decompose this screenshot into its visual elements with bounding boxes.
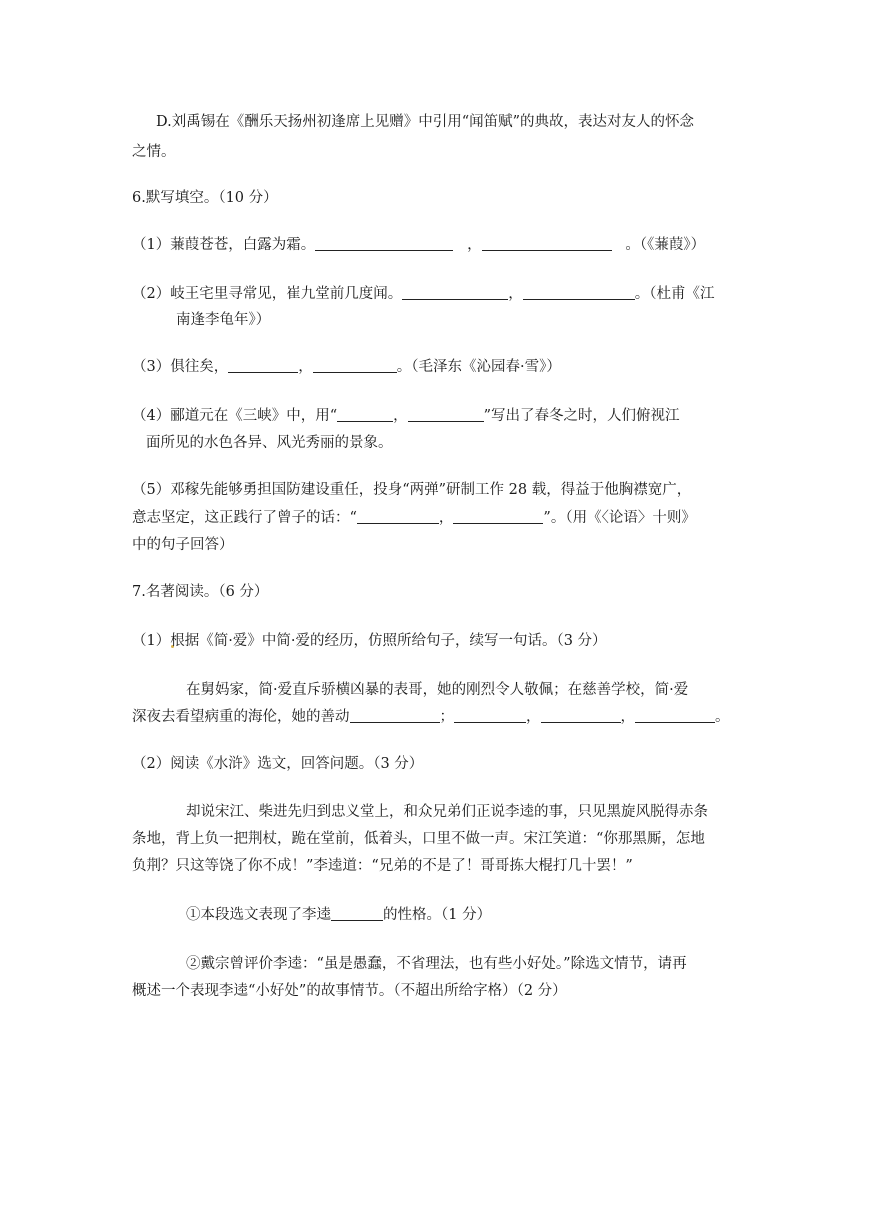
option-d-line1: D.刘禹锡在《酬乐天扬州初逢席上见赠》中引用“闻笛赋”的典故，表达对友人的怀念: [156, 114, 695, 130]
answer-blank[interactable]: [331, 906, 383, 921]
q6-item-2: （2）岐王宅里寻常见，崔九堂前几度闻。 ， 。（杜甫《江: [132, 286, 715, 302]
q7-part1-example-line1: 在舅妈家，简·爱直斥骄横凶暴的表哥，她的刚烈令人敬佩；在慈善学校，简·爱: [186, 682, 689, 698]
answer-blank[interactable]: [523, 285, 635, 300]
passage-line2: 条地，背上负一把荆杖，跪在堂前，低着头，口里不做一声。宋江笑道：“你那黑厮，怎地: [132, 831, 705, 847]
answer-blank[interactable]: [337, 407, 393, 422]
option-d-line2: 之情。: [132, 144, 176, 160]
q6-heading: 6.默写填空。（10 分）: [132, 190, 278, 206]
answer-blank[interactable]: [482, 236, 612, 251]
q6-item-5-line3: 中的句子回答）: [132, 537, 234, 553]
q6-item-4: （4）郦道元在《三峡》中，用“ ， ”写出了春冬之时，人们俯视江: [132, 408, 680, 424]
q7-part1-example-line2: 深夜去看望病重的海伦，她的善动 ； ， ， 。: [132, 709, 730, 725]
q6-item-5-line1: （5）邓稼先能够勇担国防建设重任，投身“两弹”研制工作 28 载，得益于他胸襟宽广，: [132, 482, 692, 498]
q6-item-5-line2: 意志坚定，这正践行了曾子的话：“ ， ”。（用《〈论语〉十则》: [132, 510, 696, 526]
answer-blank[interactable]: [635, 708, 715, 723]
q7-heading: 7.名著阅读。（6 分）: [132, 584, 269, 600]
q6-item-1: （1）蒹葭苍苍，白露为霜。 ， 。（《蒹葭》）: [132, 237, 706, 253]
answer-blank[interactable]: [357, 509, 439, 524]
q7-sub1: ①本段选文表现了李逵 的性格。（1 分）: [186, 907, 492, 923]
q6-item-4-line2: 面所见的水色各异、风光秀丽的景象。: [146, 435, 393, 451]
answer-blank[interactable]: [402, 285, 508, 300]
answer-blank[interactable]: [350, 708, 440, 723]
q7-part2-label: （2）阅读《水浒》选文，回答问题。（3 分）: [132, 756, 424, 772]
answer-blank[interactable]: [315, 236, 453, 251]
answer-blank[interactable]: [408, 407, 484, 422]
passage-line3: 负荆？只这等饶了你不成！”李逵道：“兄弟的不是了！哥哥拣大棍打几十罢！”: [132, 858, 633, 874]
answer-blank[interactable]: [453, 509, 543, 524]
answer-blank[interactable]: [313, 358, 397, 373]
answer-blank[interactable]: [454, 708, 526, 723]
answer-blank[interactable]: [541, 708, 621, 723]
q6-item-2-line2: 南逢李龟年》）: [176, 312, 271, 328]
q7-sub2-line1: ②戴宗曾评价李逵：“虽是愚蠢，不省理法，也有些小好处。”除选文情节，请再: [186, 956, 687, 972]
passage-line1: 却说宋江、柴进先归到忠义堂上，和众兄弟们正说李逵的事，只见黑旋风脱得赤条: [186, 804, 708, 820]
q6-item-3: （3）俱往矣， ， 。（毛泽东《沁园春·雪》）: [132, 359, 561, 375]
q7-part1-label: （1）根据《简·爱》中简·爱的经历，仿照所给句子，续写一句话。（3 分）: [132, 633, 607, 649]
q7-sub2-line2: 概述一个表现李逵“小好处”的故事情节。（不超出所给字格）（2 分）: [132, 983, 567, 999]
answer-blank[interactable]: [228, 358, 298, 373]
